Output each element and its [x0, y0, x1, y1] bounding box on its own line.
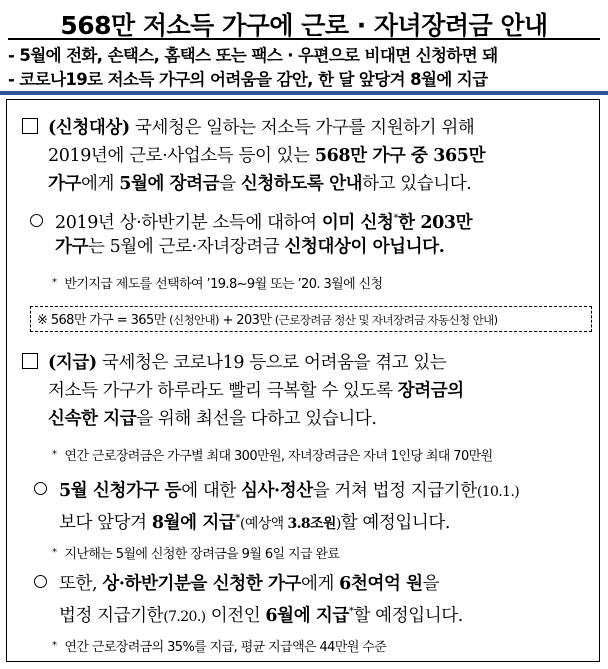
text: 에게 [81, 174, 120, 194]
bullet-june-payment [34, 570, 463, 626]
asterisk-mark: * [52, 449, 57, 460]
asterisk-mark: * [52, 640, 57, 651]
highlight: 5월에 장려금 [119, 174, 220, 194]
text: 할 예정입니다. [340, 513, 451, 533]
highlight: 이미 신청 [321, 213, 394, 233]
highlight: 5월 신청가구 등 [59, 481, 182, 501]
subtitle-2: - 코로나19로 저소득 가구의 어려움을 감안, 한 달 앞당겨 8월에 지급 [8, 70, 488, 89]
text: 이전인 [205, 606, 266, 626]
text: 을 [219, 174, 241, 194]
bullet-already-applied [30, 205, 472, 261]
subtitle-1: - 5월에 전화, 손택스, 홈택스 또는 팩스 · 우편으로 비대면 신청하면 돼 [8, 46, 498, 65]
text: ※ 568만 가구 = 365만 [37, 313, 170, 328]
note-text: 지난해는 5월에 신청한 장려금을 9월 6일 지급 완료 [64, 547, 340, 562]
highlight: 568만 가구 중 365만 [314, 146, 486, 166]
highlight: 상·하반기분을 신청한 가구 [102, 574, 301, 594]
footnote-mark: * [393, 213, 399, 224]
text: (신청안내) [169, 313, 219, 327]
text: 에 대한 [181, 481, 242, 501]
asterisk-mark: * [52, 547, 57, 558]
asterisk-mark: * [52, 277, 57, 288]
text: ) [335, 516, 341, 532]
note-text: 연간 근로장려금의 35%를 지급, 평균 지급액은 44만원 수준 [64, 640, 387, 655]
footnote-mark: * [235, 513, 240, 524]
text: 저소득 가구가 하루라도 빨리 극복할 수 있도록 [48, 381, 398, 401]
text: 을 거쳐 법정 지급기한 [312, 481, 477, 501]
circle-bullet-icon [30, 214, 43, 227]
section-apply-target [22, 114, 485, 198]
highlight: 장려금의 [397, 381, 464, 401]
text: 을 위해 최선을 다하고 있습니다. [136, 409, 377, 429]
footnote-mark: * [348, 606, 354, 617]
text: (10.1.) [476, 484, 520, 500]
text: 을 [422, 574, 440, 594]
text: 국세청은 코로나19 등으로 어려움을 겪고 있는 [96, 353, 447, 373]
footnote-max-amount [52, 445, 493, 464]
highlight: 6천여억 원 [339, 574, 423, 594]
text: 또한, [59, 574, 103, 594]
highlight: 8월에 지급 [151, 513, 236, 533]
section-heading: (지급) [48, 353, 97, 373]
title-underline [8, 38, 600, 40]
text: (근로장려금 정산 및 자녀장려금 자동신청 안내) [274, 313, 498, 327]
circle-bullet-icon [34, 482, 47, 495]
text: 보다 앞당겨 [59, 513, 152, 533]
accent-divider [0, 91, 608, 95]
highlight: 6월에 지급 [265, 606, 349, 626]
text: 2019년에 근로·사업소득 등이 있는 [48, 146, 315, 166]
text: 에게 [300, 574, 340, 594]
text: 법정 지급기한 [59, 606, 164, 626]
summary-box [30, 306, 592, 332]
highlight: 가구 [55, 237, 89, 257]
square-bullet-icon [22, 118, 38, 134]
footnote-semiannual [52, 273, 383, 292]
text: (7.20.) [163, 609, 206, 625]
text: + 203만 [218, 313, 275, 328]
text: 2019년 상·하반기분 소득에 대하여 [55, 213, 322, 233]
text: 할 예정입니다. [353, 606, 463, 626]
footnote-last-year [52, 543, 339, 562]
highlight: 신청대상이 아닙니다. [284, 237, 445, 257]
highlight: 신속한 지급 [48, 409, 137, 429]
text: 국세청은 일하는 저소득 가구를 지원하기 위해 [129, 118, 475, 138]
highlight: 한 203만 [398, 213, 473, 233]
highlight: 3.8조원 [287, 516, 336, 532]
note-text: 연간 근로장려금은 가구별 최대 300만원, 자녀장려금은 자녀 1인당 최대 70만원 [64, 449, 493, 464]
page-title: 568만 저소득 가구에 근로 · 자녀장려금 안내 [60, 11, 548, 40]
section-payment [22, 349, 464, 433]
note-text: 반기지급 제도를 선택하여 ’19.8∼9월 또는 ’20. 3월에 신청 [64, 277, 383, 292]
highlight: 신청하도록 안내 [240, 174, 363, 194]
square-bullet-icon [22, 353, 38, 369]
text: 하고 있습니다. [362, 174, 472, 194]
bullet-august-payment [34, 477, 519, 533]
footnote-average [52, 636, 386, 655]
highlight: 심사·정산 [241, 481, 313, 501]
text: (예상액 [239, 516, 288, 532]
circle-bullet-icon [34, 575, 47, 588]
section-heading: (신청대상) [48, 118, 130, 138]
highlight: 가구 [48, 174, 82, 194]
text: 는 5월에 근로·자녀장려금 [88, 237, 285, 257]
